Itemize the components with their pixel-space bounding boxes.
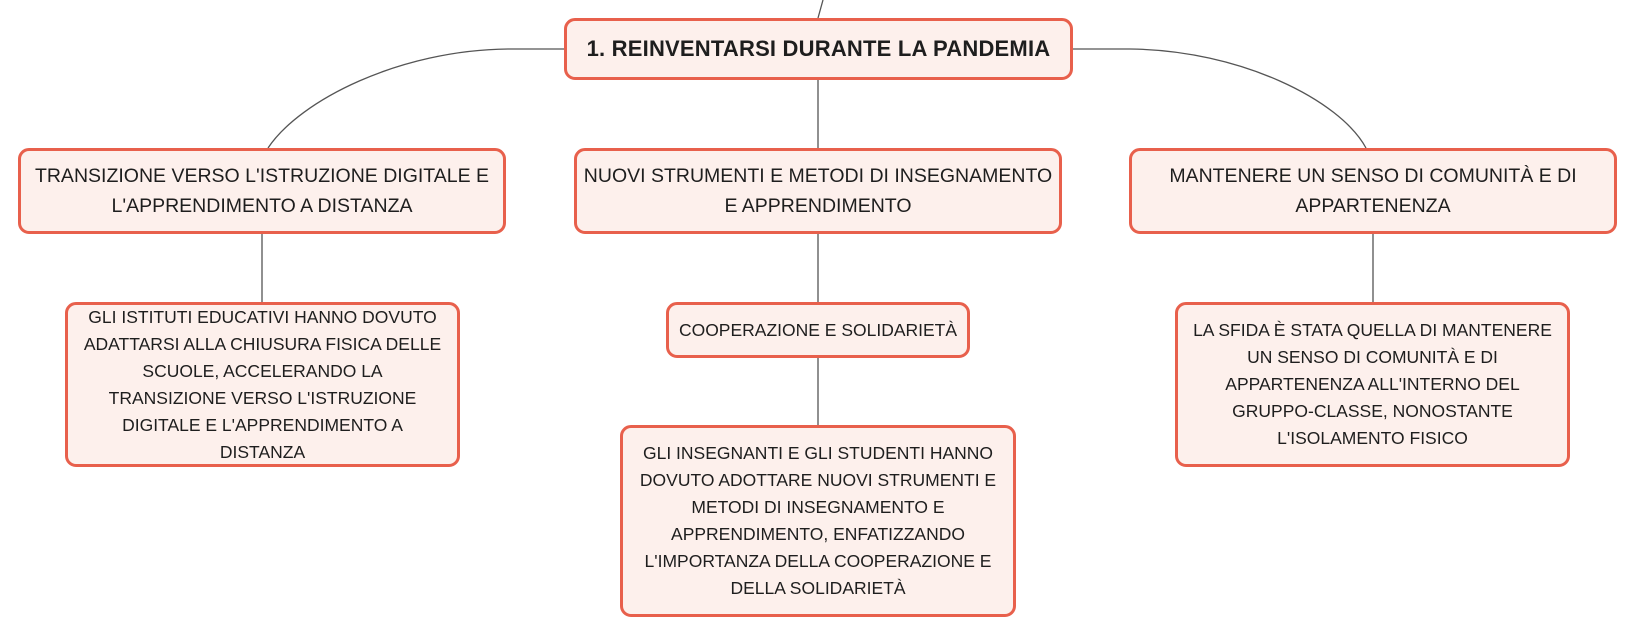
root-topic-label: 1. REINVENTARSI DURANTE LA PANDEMIA bbox=[586, 36, 1051, 61]
connector-parent-to-root bbox=[818, 0, 823, 18]
leaf-label-school-closure: GLI ISTITUTI EDUCATIVI HANNO DOVUTO ADATTARSI ALLA CHIUSURA FISICA DELLE SCUOLE, ACCELERANDO LA TRANSIZIONE VERSO L'ISTRUZIONE DIGITALE E L'APPRENDIMENTO A DISTANZA bbox=[83, 306, 442, 462]
branch-node-new-tools-methods[interactable] bbox=[574, 148, 1062, 234]
connector-root-to-left-branch bbox=[268, 49, 564, 148]
root-topic-node[interactable] bbox=[564, 18, 1073, 80]
leaf-node-class-community[interactable] bbox=[1175, 302, 1570, 467]
leaf-label-class-community: LA SFIDA È STATA QUELLA DI MANTENERE UN SENSO DI COMUNITÀ E DI APPARTENENZA ALL'INTERNO DEL GRUPPO-CLASSE, NONOSTANTE L'ISOLAMENTO FISICO bbox=[1193, 320, 1552, 448]
leaf-node-school-closure[interactable] bbox=[65, 302, 460, 467]
subtopic-label-cooperation: COOPERAZIONE E SOLIDARIETÀ bbox=[678, 319, 958, 340]
branch-label-community-belonging: MANTENERE UN SENSO DI COMUNITÀ E DI APPARTENENZA bbox=[1169, 165, 1577, 217]
leaf-node-teachers-students[interactable] bbox=[620, 425, 1016, 617]
connector-root-to-right-branch bbox=[1073, 49, 1366, 148]
branch-label-new-tools-methods: NUOVI STRUMENTI E METODI DI INSEGNAMENTO E APPRENDIMENTO bbox=[583, 165, 1053, 217]
leaf-label-teachers-students: GLI INSEGNANTI E GLI STUDENTI HANNO DOVUTO ADOTTARE NUOVI STRUMENTI E METODI DI INSEGNAMENTO E APPRENDIMENTO, ENFATIZZANDO L'IMPORTANZA DELLA COOPERAZIONE E DELLA SOLIDARIETÀ bbox=[639, 443, 997, 598]
subtopic-node-cooperation[interactable] bbox=[666, 302, 970, 358]
branch-label-digital-transition: TRANSIZIONE VERSO L'ISTRUZIONE DIGITALE E L'APPRENDIMENTO A DISTANZA bbox=[34, 165, 490, 217]
branch-node-community-belonging[interactable] bbox=[1129, 148, 1617, 234]
branch-node-digital-transition[interactable] bbox=[18, 148, 506, 234]
